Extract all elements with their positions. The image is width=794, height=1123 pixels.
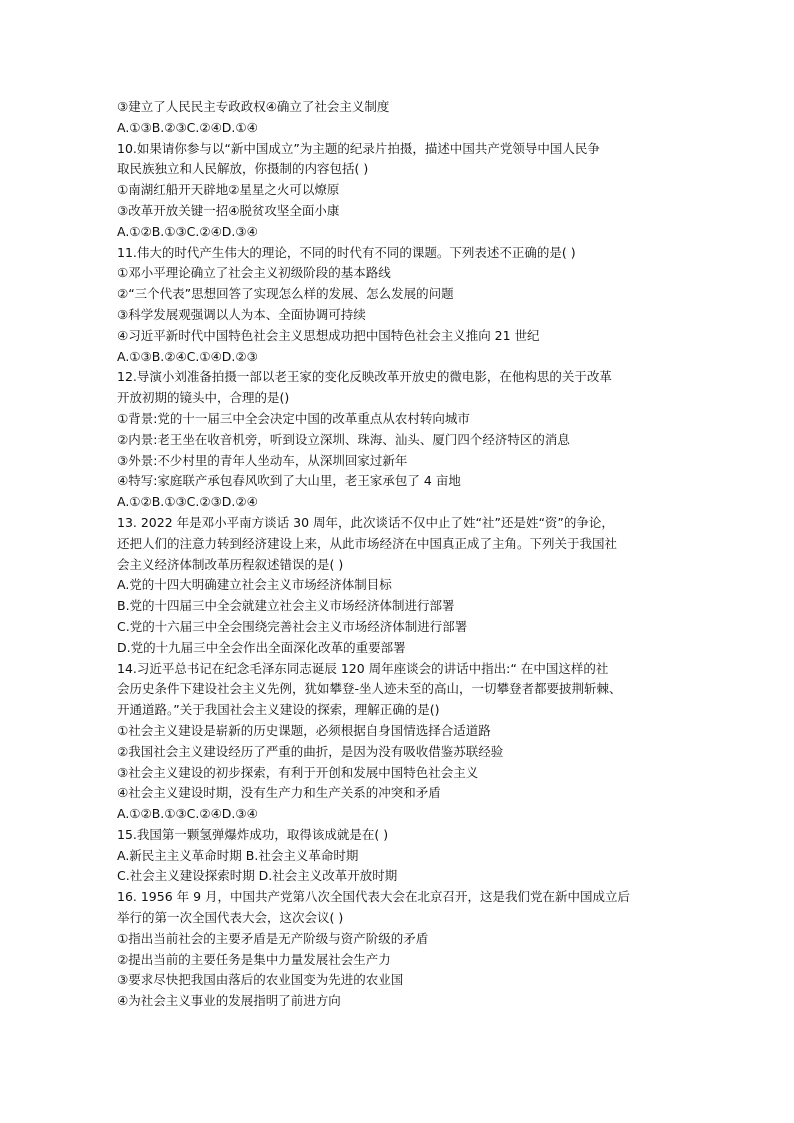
text-line: ①社会主义建设是崭新的历史课题，必须根据自身国情选择合适道路 [117, 722, 491, 738]
text-line: ④为社会主义事业的发展指明了前进方向 [117, 993, 341, 1009]
text-line: D.党的十九届三中全会作出全面深化改革的重要部署 [117, 639, 406, 655]
question-16-stem: 举行的第一次全国代表大会，这次会议( ) [117, 910, 344, 926]
question-14-stem: 14.习近平总书记在纪念毛泽东同志诞辰 120 周年座谈会的讲话中指出:“ 在中国这样的社 [117, 660, 609, 676]
text-line: ①背景:党的十一届三中全会决定中国的改革重点从农村转向城市 [117, 410, 470, 426]
text-line: C.社会主义建设探索时期 D.社会主义改革开放时期 [117, 868, 398, 884]
question-text-block [117, 97, 687, 1012]
question-12-stem: 12.导演小刘准备拍摄一部以老王家的变化反映改革开放史的微电影，在他构思的关于改革 [117, 369, 612, 385]
text-line: ④特写:家庭联产承包春风吹到了大山里，老王家承包了 4 亩地 [117, 473, 461, 489]
question-11-stem: 11.伟大的时代产生伟大的理论，不同的时代有不同的课题。下列表述不正确的是( ) [117, 244, 576, 260]
question-13-stem: 还把人们的注意力转到经济建设上来，从此市场经济在中国真正成了主角。下列关于我国社 [117, 535, 618, 551]
answer-options-line: A.①②B.①③C.②④D.③④ [117, 223, 258, 239]
text-line: A.新民主主义革命时期 B.社会主义革命时期 [117, 847, 359, 863]
text-line: ③外景:不少村里的青年人坐动车，从深圳回家过新年 [117, 452, 408, 468]
text-line: ④社会主义建设时期，没有生产力和生产关系的冲突和矛盾 [117, 785, 441, 801]
text-line: ①邓小平理论确立了社会主义初级阶段的基本路线 [117, 265, 391, 281]
text-line: ③建立了人民民主专政政权④确立了社会主义制度 [117, 99, 390, 114]
text-line: B.党的十四届三中全会就建立社会主义市场经济体制进行部署 [117, 598, 455, 614]
answer-options-line: A.①③B.②③C.②④D.①④ [117, 119, 258, 135]
question-14-stem: 开通道路。”关于我国社会主义建设的探索，理解正确的是() [117, 702, 440, 718]
text-line: ③改革开放关键一招④脱贫攻坚全面小康 [117, 202, 340, 218]
text-line: ②内景:老王坐在收音机旁，听到设立深圳、珠海、汕头、厦门四个经济特区的消息 [117, 431, 570, 447]
answer-options-line: A.①②B.①③C.②④D.③④ [117, 806, 258, 822]
question-14-stem: 会历史条件下建设社会主义先例，犹如攀登-坐人迹未至的高山，一切攀登者都要披荆斩棘、 [117, 681, 622, 697]
text-line: ③社会主义建设的初步探索，有利于开创和发展中国特色社会主义 [117, 764, 479, 780]
text-line: ②“三个代表”思想回答了实现怎么样的发展、怎么发展的问题 [117, 286, 454, 302]
question-13-stem: 会主义经济体制改革历程叙述错误的是( ) [117, 556, 344, 572]
text-line: ①南湖红船开天辟地②星星之火可以燎原 [117, 182, 340, 198]
text-line: C.党的十六届三中全会围绕完善社会主义市场经济体制进行部署 [117, 618, 468, 634]
question-12-stem: 开放初期的镜头中，合理的是() [117, 390, 290, 406]
text-line: ①指出当前社会的主要矛盾是无产阶级与资产阶级的矛盾 [117, 930, 429, 946]
answer-options-line: A.①②B.①③C.②③D.②④ [117, 494, 258, 510]
text-line: A.党的十四大明确建立社会主义市场经济体制目标 [117, 577, 392, 593]
text-line: ④习近平新时代中国特色社会主义思想成功把中国特色社会主义推向 21 世纪 [117, 327, 540, 343]
question-10-stem: 10.如果请你参与以“新中国成立”为主题的纪录片拍摄，描述中国共产党领导中国人民争 [117, 140, 600, 156]
question-13-stem: 13. 2022 年是邓小平南方谈话 30 周年，此次谈话不仅中止了姓“社”还是姓“资”的争论， [117, 514, 614, 530]
question-15-stem: 15.我国第一颗氢弹爆炸成功，取得该成就是在( ) [117, 826, 389, 842]
text-line: ②我国社会主义建设经历了严重的曲折，是因为没有吸收借鉴苏联经验 [117, 743, 504, 759]
text-line: ③科学发展观强调以人为本、全面协调可持续 [117, 306, 366, 322]
answer-options-line: A.①③B.②④C.①④D.②③ [117, 348, 258, 364]
question-10-stem: 取民族独立和人民解放，你摄制的内容包括( ) [117, 161, 369, 177]
question-16-stem: 16. 1956 年 9 月，中国共产党第八次全国代表大会在北京召开，这是我们党在新中国成立后 [117, 889, 631, 905]
text-line: ③要求尽快把我国由落后的农业国变为先进的农业国 [117, 972, 404, 988]
text-line: ②提出当前的主要任务是集中力量发展社会生产力 [117, 951, 391, 967]
